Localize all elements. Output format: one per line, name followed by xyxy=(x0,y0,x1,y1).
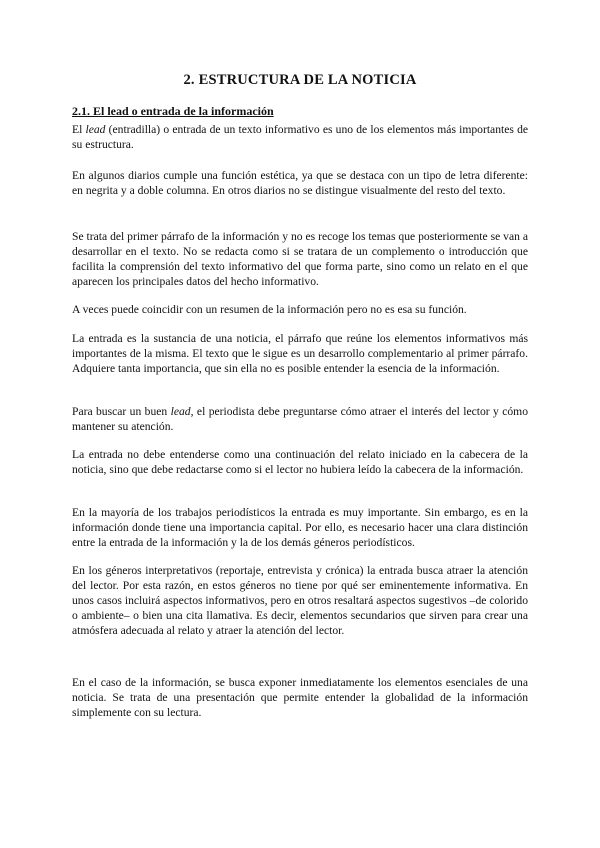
paragraph-9: En los géneros interpretativos (reportaje, entrevista y crónica) la entrada busca atraer la atención del lector. Por esta razón, en estos géneros no tiene por qué ser eminentemente informativa. En unos casos incluirá aspectos informativos, pero en otros resaltará aspectos sugestivos –de colorido o ambiente– o bien una cita llamativa. Es decir, elementos secundarios que sirven para crear una atmósfera adecuada al relato y atraer la atención del lector. xyxy=(72,564,528,637)
paragraph-6: Para buscar un buen lead, el periodista debe preguntarse cómo atraer el interés del lector y cómo mantener su atención. xyxy=(72,405,528,433)
paragraph-7: La entrada no debe entenderse como una continuación del relato iniciado en la cabecera de la noticia, sino que debe redactarse como si el lector no hubiera leído la cabecera de la información. xyxy=(72,448,528,476)
paragraph-2: En algunos diarios cumple una función estética, ya que se destaca con un tipo de letra diferente: en negrita y a doble columna. En otros diarios no se distingue visualmente del resto del texto. xyxy=(72,169,528,197)
page-title: 2. ESTRUCTURA DE LA NOTICIA xyxy=(183,72,417,88)
lead-term: lead xyxy=(85,123,106,136)
paragraph-5: La entrada es la sustancia de una noticia, el párrafo que reúne los elementos informativos más importantes de la misma. El texto que le sigue es un desarrollo complementario al primer párrafo. Adquiere tanta importancia, que sin ella no es posible entender la esencia de la información. xyxy=(72,332,528,375)
lead-term: lead xyxy=(170,405,191,418)
paragraph-8: En la mayoría de los trabajos periodísticos la entrada es muy importante. Sin embargo, es en la información donde tiene una importancia capital. Por ello, es necesario hacer una clara distinción entre la entrada de la información y la de los demás géneros periodísticos. xyxy=(72,506,528,549)
paragraph-10: En el caso de la información, se busca exponer inmediatamente los elementos esenciales de una noticia. Se trata de una presentación que permite entender la globalidad de la información simplemente con su lectura. xyxy=(72,676,528,719)
paragraph-4: A veces puede coincidir con un resumen de la información pero no es esa su función. xyxy=(72,303,467,316)
section-heading: 2.1. El lead o entrada de la información xyxy=(72,104,274,118)
paragraph-1: El lead (entradilla) o entrada de un texto informativo es uno de los elementos más importantes de su estructura. xyxy=(72,123,529,151)
paragraph-3: Se trata del primer párrafo de la información y no es recoge los temas que posteriormente se van a desarrollar en el texto. No se redacta como si se tratara de un complemento o introducción que facilita la comprensión del texto informativo del que forma parte, sino como un relato en el que aparecen los principales datos del hecho informativo. xyxy=(72,230,528,288)
